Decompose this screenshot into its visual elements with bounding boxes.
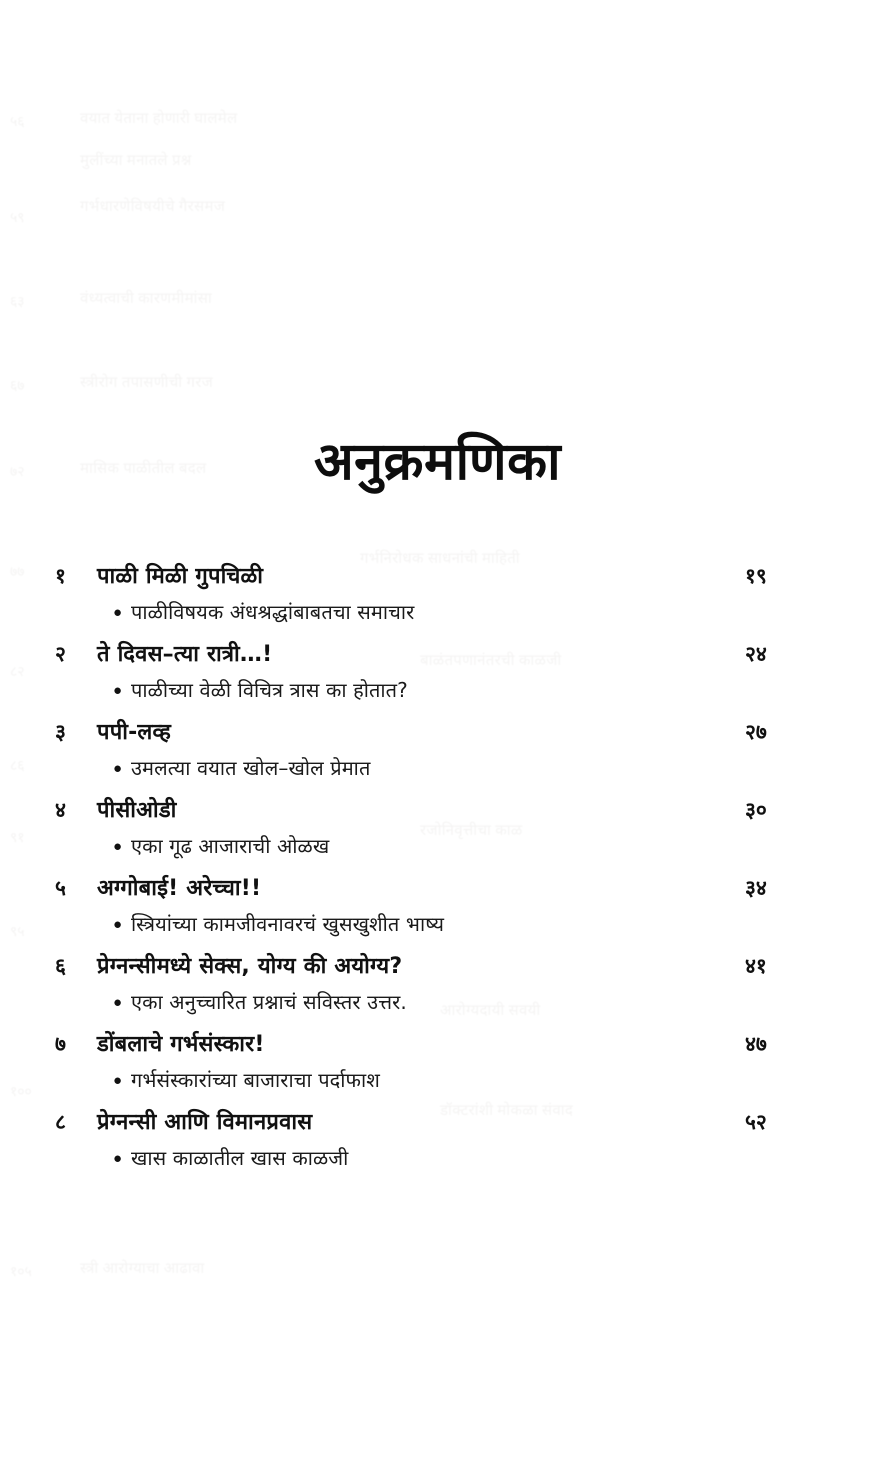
toc-entry-subtitle: एका गूढ आजाराची ओळख xyxy=(131,834,330,858)
toc-entry[interactable] xyxy=(55,1028,815,1093)
show-through-number: ६३ xyxy=(10,295,25,310)
toc-entry-subtitle: गर्भसंस्कारांच्या बाजाराचा पर्दाफाश xyxy=(131,1068,380,1092)
toc-entry-main xyxy=(55,716,815,746)
show-through-line: स्त्री आरोग्याचा आढावा xyxy=(80,1261,205,1277)
show-through-line: गर्भनिरोधक साधनांची माहिती xyxy=(360,551,520,567)
toc-entry[interactable] xyxy=(55,794,815,859)
show-through-number: १०० xyxy=(10,1085,32,1100)
toc-entry-main xyxy=(55,560,815,590)
bullet-icon: ● xyxy=(113,995,123,1011)
toc-entry-title[interactable]: प्रेग्नन्सीमध्ये सेक्स, योग्य की अयोग्य? xyxy=(97,954,403,979)
show-through-line: डॉक्टरांशी मोकळा संवाद xyxy=(440,1103,574,1119)
toc-entry-subtitle-row xyxy=(55,910,815,937)
show-through-number: ८६ xyxy=(10,759,25,774)
toc-entry-subtitle-row xyxy=(55,676,815,703)
toc-entry[interactable] xyxy=(55,1106,815,1171)
show-through-number: ८२ xyxy=(10,665,25,680)
show-through-line: मासिक पाळीतील बदल xyxy=(80,461,207,477)
toc-entry-subtitle: पाळीविषयक अंधश्रद्धांबाबतचा समाचार xyxy=(131,600,415,624)
toc-entry-title[interactable]: पपी-लव्ह xyxy=(97,720,171,745)
bullet-icon: ● xyxy=(113,605,123,621)
toc-entry-title[interactable]: प्रेग्नन्सी आणि विमानप्रवास xyxy=(97,1110,313,1135)
bullet-icon: ● xyxy=(113,917,123,933)
toc-entry-number: ८ xyxy=(55,1110,66,1134)
toc-entry-number: ४ xyxy=(55,798,66,822)
toc-entry-main xyxy=(55,638,815,668)
toc-entry-title[interactable]: पाळी मिळी गुपचिळी xyxy=(97,564,264,589)
page-title: अनुक्रमणिका xyxy=(313,432,562,492)
toc-entry-page: १९ xyxy=(745,564,767,588)
toc-entry-page: ४१ xyxy=(745,954,767,978)
show-through-number: ६७ xyxy=(10,379,25,394)
toc-entry-subtitle-row xyxy=(55,1066,815,1093)
bullet-icon: ● xyxy=(113,839,123,855)
show-through-number: १०५ xyxy=(10,1265,32,1280)
show-through-number: ९१ xyxy=(10,831,25,846)
bullet-icon: ● xyxy=(113,1073,123,1089)
toc-entry-number: १ xyxy=(55,564,66,588)
toc-entry-number: ३ xyxy=(55,720,66,744)
toc-entry-number: २ xyxy=(55,642,66,666)
toc-entry-subtitle: खास काळातील खास काळजी xyxy=(131,1146,349,1170)
toc-entry-subtitle-row xyxy=(55,988,815,1015)
toc-entry-main xyxy=(55,1028,815,1058)
bullet-icon: ● xyxy=(113,1151,123,1167)
toc-entry-subtitle: एका अनुच्चारित प्रश्नाचं सविस्तर उत्तर. xyxy=(131,990,407,1014)
toc-entry-page: ५२ xyxy=(745,1110,767,1134)
show-through-line: मुलींच्या मनातले प्रश्न xyxy=(80,153,192,169)
toc-entry-subtitle: स्त्रियांच्या कामजीवनावरचं खुसखुशीत भाष्य xyxy=(131,912,445,936)
toc-entry-subtitle-row xyxy=(55,598,815,625)
show-through-number: ७२ xyxy=(10,465,25,480)
toc-entry-page: ३० xyxy=(745,798,767,822)
toc-entry-page: २४ xyxy=(745,642,767,666)
show-through-number: ५९ xyxy=(10,211,25,226)
toc-entry-page: २७ xyxy=(745,720,767,744)
show-through-line: गर्भधारणेविषयीचे गैरसमज xyxy=(80,199,226,215)
bullet-icon: ● xyxy=(113,761,123,777)
show-through-line: रजोनिवृत्तीचा काळ xyxy=(420,823,523,839)
bullet-icon: ● xyxy=(113,683,123,699)
toc-entry-page: ४७ xyxy=(745,1032,767,1056)
show-through-line: बाळंतपणानंतरची काळजी xyxy=(420,653,562,669)
toc-entry-number: ५ xyxy=(55,876,66,900)
toc-entry[interactable] xyxy=(55,950,815,1015)
toc-entry[interactable] xyxy=(55,560,815,625)
toc-entry-subtitle: पाळीच्या वेळी विचित्र त्रास का होतात? xyxy=(131,678,408,702)
toc-entry-subtitle-row xyxy=(55,832,815,859)
toc-entry-page: ३४ xyxy=(745,876,767,900)
toc-list xyxy=(55,560,815,1184)
toc-entry-main xyxy=(55,872,815,902)
toc-entry[interactable] xyxy=(55,716,815,781)
toc-entry-number: ७ xyxy=(55,1032,66,1056)
toc-entry-subtitle-row xyxy=(55,754,815,781)
show-through-line: स्त्रीरोग तपासणीची गरज xyxy=(80,375,214,391)
toc-entry-main xyxy=(55,950,815,980)
show-through-number: ५६ xyxy=(10,115,25,130)
toc-entry-title[interactable]: ते दिवस–त्या रात्री…! xyxy=(97,642,273,667)
toc-entry-title[interactable]: पीसीओडी xyxy=(97,798,177,823)
toc-entry-title[interactable]: अग्गोबाई! अरेच्चा!! xyxy=(97,876,262,901)
show-through-line: वंध्यत्वाची कारणमीमांसा xyxy=(80,291,213,307)
show-through-number: ७७ xyxy=(10,565,25,580)
toc-entry-main xyxy=(55,794,815,824)
toc-entry-main xyxy=(55,1106,815,1136)
show-through-line: आरोग्यदायी सवयी xyxy=(440,1003,541,1019)
toc-entry-title[interactable]: डोंबलाचे गर्भसंस्कार! xyxy=(97,1032,265,1057)
toc-entry[interactable] xyxy=(55,638,815,703)
show-through-line: वयात येताना होणारी घालमेल xyxy=(80,111,238,127)
toc-entry-number: ६ xyxy=(55,954,66,978)
toc-entry[interactable] xyxy=(55,872,815,937)
toc-entry-subtitle: उमलत्या वयात खोल–खोल प्रेमात xyxy=(131,756,371,780)
toc-entry-subtitle-row xyxy=(55,1144,815,1171)
show-through-number: ९५ xyxy=(10,925,25,940)
